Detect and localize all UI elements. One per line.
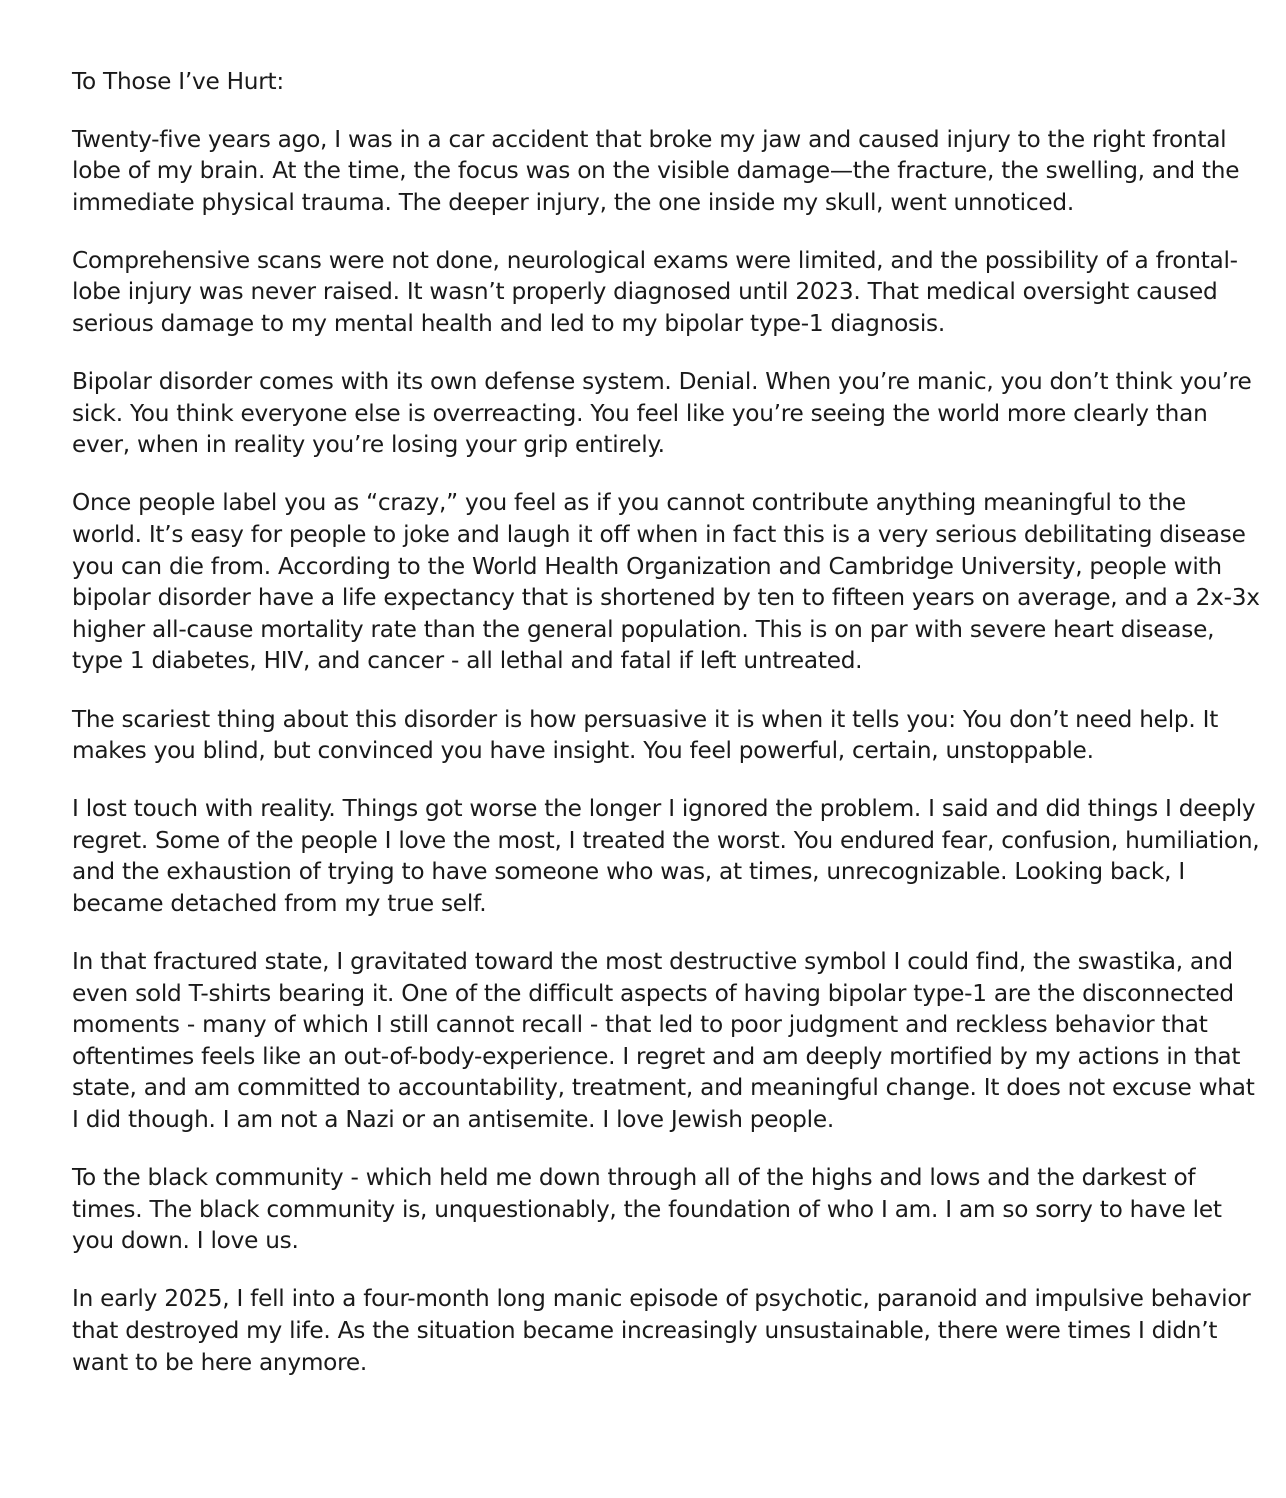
paragraph-persuasion: The scariest thing about this disorder is how persuasive it is when it tells you: You don’t need help. It makes you blind, but convinced you have insight. You feel powerful, certain, unstoppable. xyxy=(72,705,1219,765)
paragraph-apology-symbol: In that fractured state, I gravitated toward the most destructive symbol I could find, the swastika, and even sold T-shirts bearing it. One of the difficult aspects of having bipolar type-1 are the disconnected moments - many of which I still cannot recall - that led to poor judgment and reckless behavior that oftentimes feels like an out-of-body-experience. I regret and am deeply mortified by my actions in that state, and am committed to accountability, treatment, and meaningful change. It does not excuse what I did though. I am not a Nazi or an antisemite. I love Jewish people. xyxy=(72,948,1255,1134)
paragraph-accident: Twenty-five years ago, I was in a car accident that broke my jaw and caused injury to the right frontal lobe of my brain. At the time, the focus was on the visible damage—the fracture, the swelling, and the immediate physical trauma. The deeper injury, the one inside my skull, went unnoticed. xyxy=(72,125,1240,216)
paragraph-stigma: Once people label you as “crazy,” you feel as if you cannot contribute anything meaningful to the world. It’s easy for people to joke and laugh it off when in fact this is a very serious debilitating disease you can die from. According to the World Health Organization and Cambridge University, people with bipolar disorder have a life expectancy that is shortened by ten to fifteen years on average, and a 2x-3x higher all-cause mortality rate than the general population. This is on par with severe heart disease, type 1 diabetes, HIV, and cancer - all lethal and fatal if left untreated. xyxy=(72,489,1260,675)
paragraph-denial: Bipolar disorder comes with its own defense system. Denial. When you’re manic, you don’t think you’re sick. You think everyone else is overreacting. You feel like you’re seeing the world more clearly than ever, when in reality you’re losing your grip entirely. xyxy=(72,368,1252,459)
letter-salutation: To Those I’ve Hurt: xyxy=(72,68,284,95)
letter-document xyxy=(72,66,1262,1405)
paragraph-reality: I lost touch with reality. Things got worse the longer I ignored the problem. I said and did things I deeply regret. Some of the people I love the most, I treated the worst. You endured fear, confusion, humiliation, and the exhaustion of trying to have someone who was, at times, unrecognizable. Looking back, I became detached from my true self. xyxy=(72,795,1260,917)
paragraph-diagnosis: Comprehensive scans were not done, neurological exams were limited, and the possibility of a frontal-lobe injury was never raised. It wasn’t properly diagnosed until 2023. That medical oversight caused serious damage to my mental health and led to my bipolar type-1 diagnosis. xyxy=(72,246,1238,338)
paragraph-black-community: To the black community - which held me down through all of the highs and lows and the darkest of times. The black community is, unquestionably, the foundation of who I am. I am so sorry to have let you down. I love us. xyxy=(72,1164,1222,1255)
paragraph-manic-episode: In early 2025, I fell into a four-month long manic episode of psychotic, paranoid and impulsive behavior that destroyed my life. As the situation became increasingly unsustainable, there were times I didn’t want to be here anymore. xyxy=(72,1285,1251,1376)
